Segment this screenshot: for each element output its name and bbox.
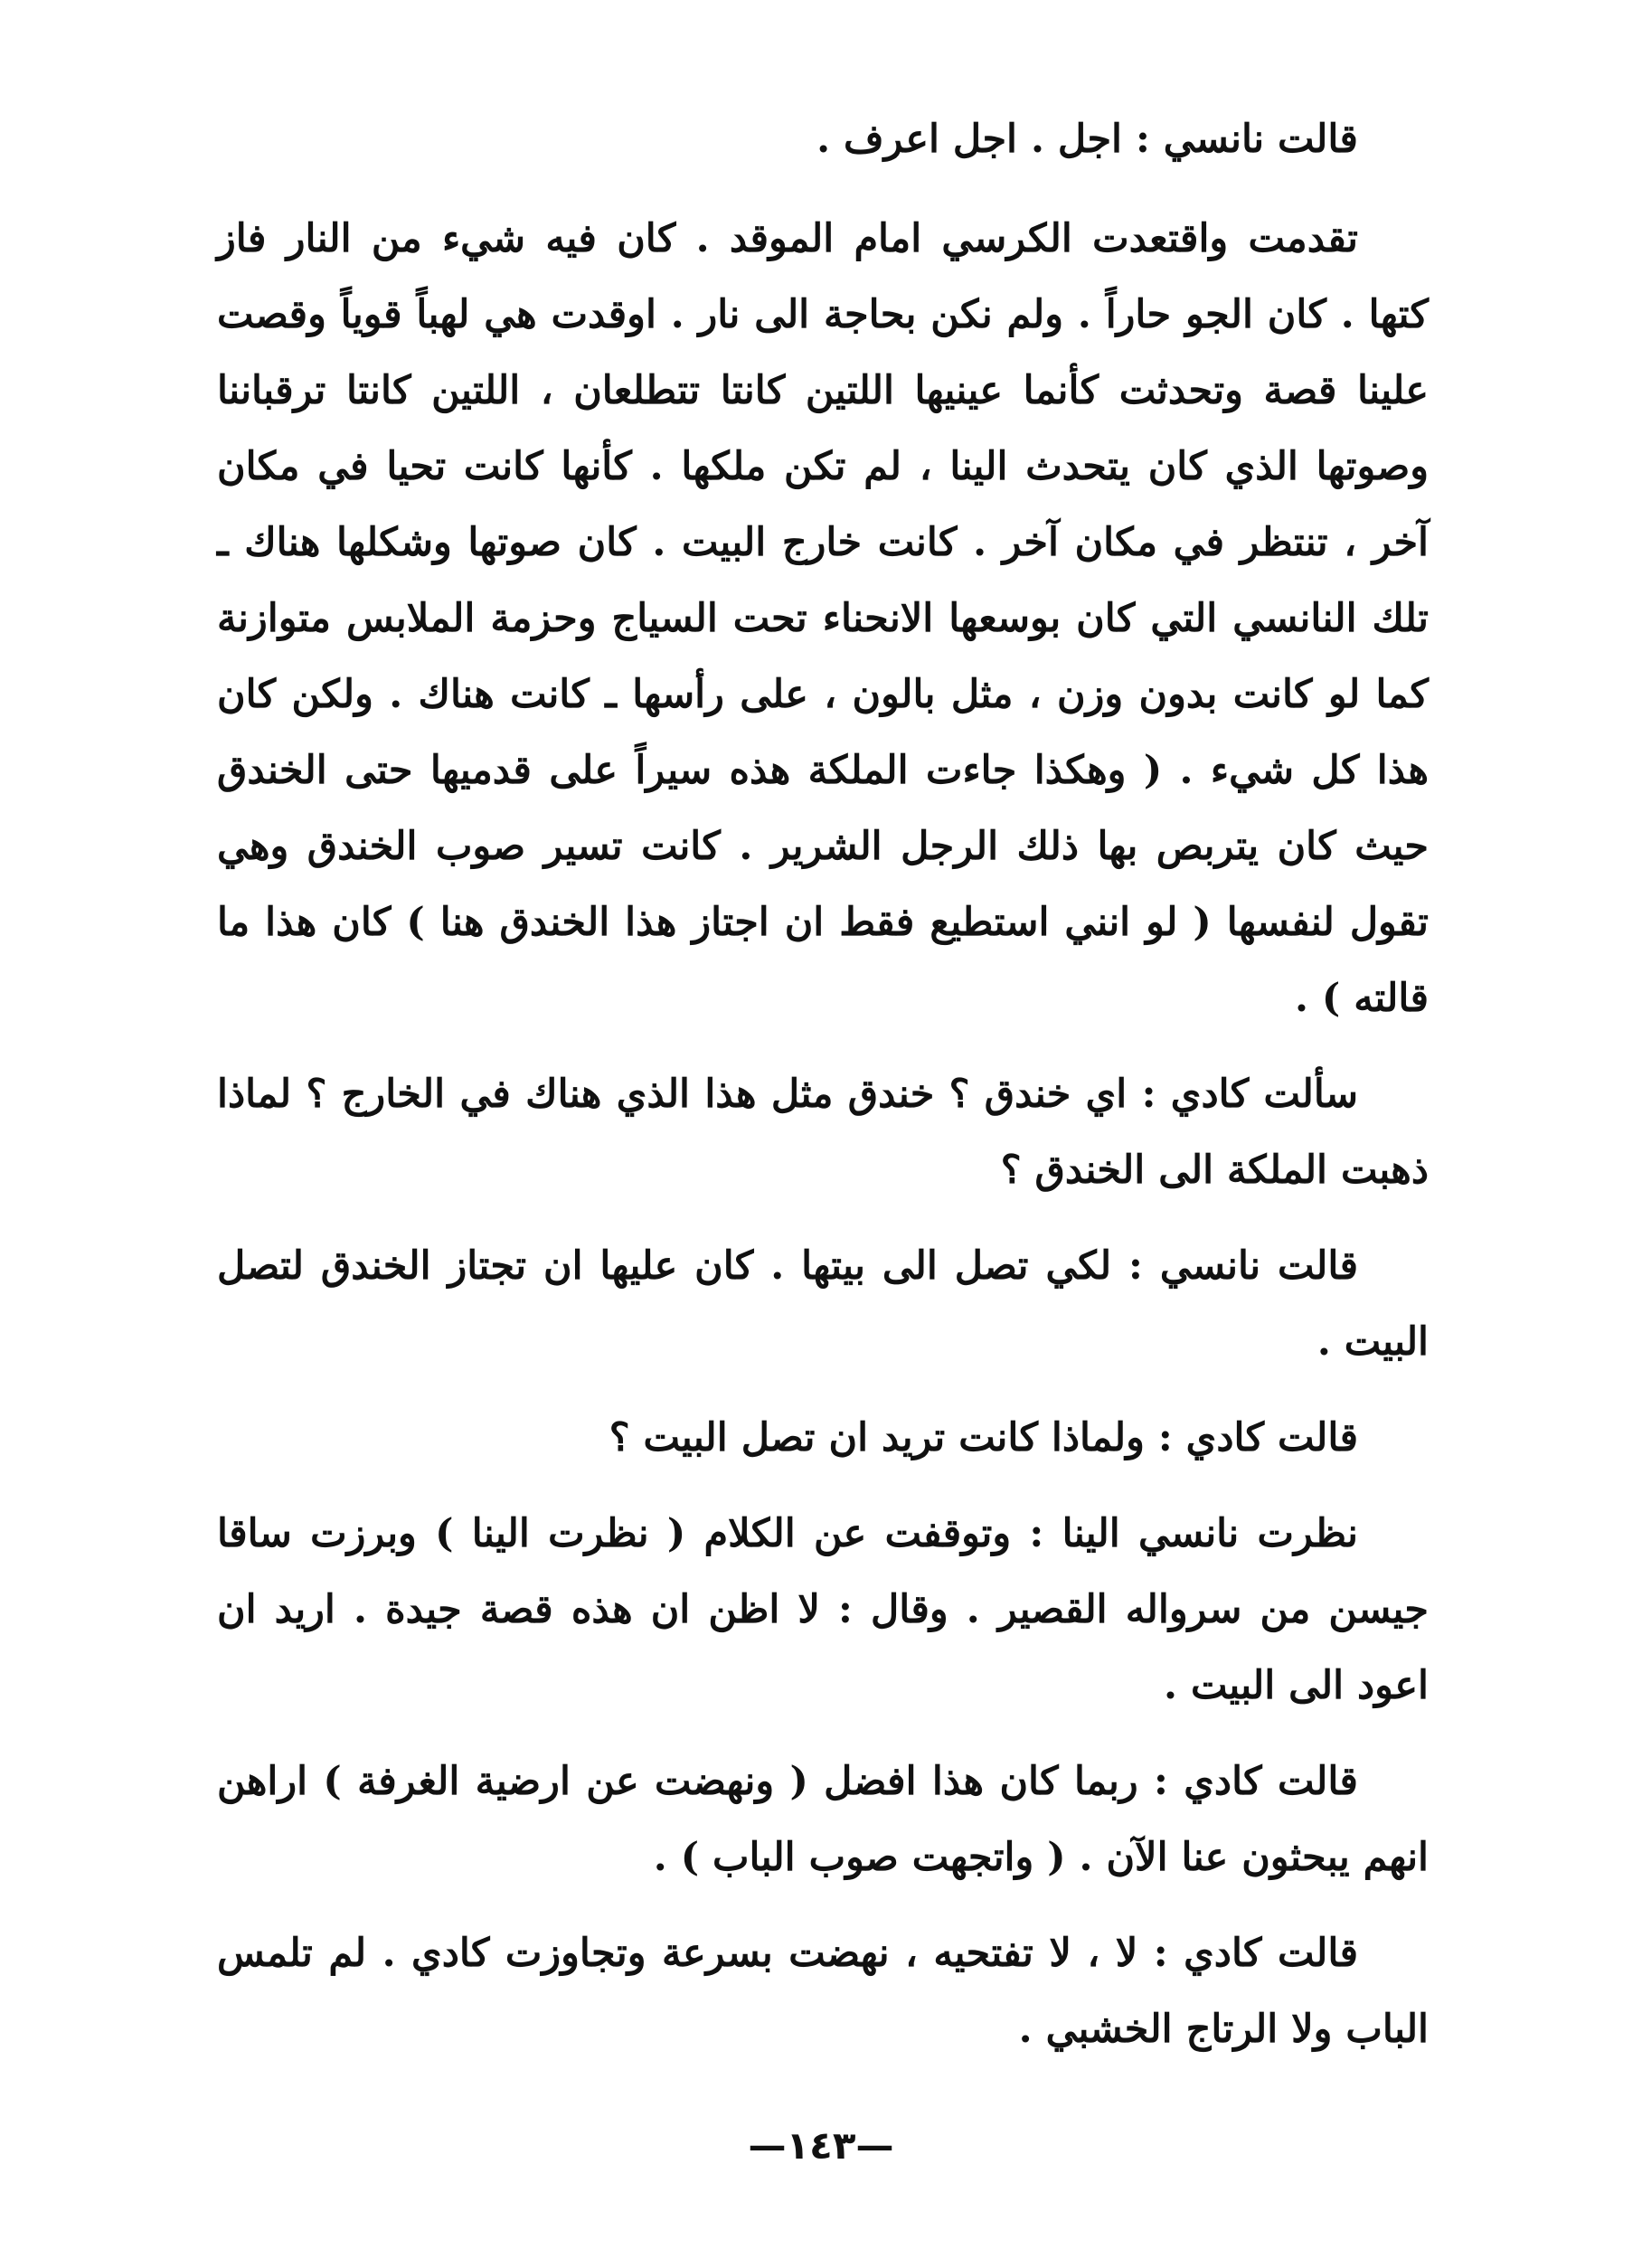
body-text bbox=[217, 101, 1429, 2087]
paragraph: نظرت نانسي الينا : وتوقفت عن الكلام ( نظرت الينا ) وبرزت ساقا جيسن من سرواله القصير . وقال : لا اظن ان هذه قصة جيدة . اريد ان اعود الى البيت . bbox=[217, 1511, 1429, 1708]
paragraph: قالت كادي : ربما كان هذا افضل ( ونهضت عن ارضية الغرفة ) اراهن انهم يبحثون عنا الآن . ( واتجهت صوب الباب ) . bbox=[217, 1759, 1429, 1880]
paragraph: قالت كادي : ولماذا كانت تريد ان تصل البيت ؟ bbox=[609, 1415, 1358, 1460]
paragraph: قالت نانسي : اجل . اجل اعرف . bbox=[816, 117, 1358, 162]
paragraph: قالت كادي : لا ، لا تفتحيه ، نهضت بسرعة وتجاوزت كادي . لم تلمس الباب ولا الرتاج الخشبي . bbox=[217, 1931, 1429, 2052]
paragraph: تقدمت واقتعدت الكرسي امام الموقد . كان فيه شيء من النار فاز كتها . كان الجو حاراً . ولم نكن بحاجة الى نار . اوقدت هي لهباً قوياً وقصت علينا قصة وتحدثت كأنما عينيها اللتين كانتا تتطلعان ، اللتين كانتا ترقباننا وصوتها الذي كان يتحدث الينا ، لم تكن ملكها . كأنها كانت تحيا في مكان آخر ، تنتظر في مكان آخر . كانت خارج البيت . كان صوتها وشكلها هناك ـ تلك النانسي التي كان بوسعها الانحناء تحت السياج وحزمة الملابس متوازنة كما لو كانت بدون وزن ، مثل بالون ، على رأسها ـ كانت هناك . ولكن كان هذا كل شيء . ( وهكذا جاءت الملكة هذه سيراً على قدميها حتى الخندق حيث كان يتربص بها ذلك الرجل الشرير . كانت تسير صوب الخندق وهي تقول لنفسها ( لو انني استطيع فقط ان اجتاز هذا الخندق هنا ) كان هذا ما قالته ) . bbox=[217, 216, 1429, 1021]
page-number: —١٤٣— bbox=[748, 2123, 894, 2168]
paragraph: سألت كادي : اي خندق ؟ خندق مثل هذا الذي هناك في الخارج ؟ لماذا ذهبت الملكة الى الخندق ؟ bbox=[217, 1072, 1429, 1193]
paragraph: قالت نانسي : لكي تصل الى بيتها . كان عليها ان تجتاز الخندق لتصل البيت . bbox=[217, 1243, 1429, 1365]
